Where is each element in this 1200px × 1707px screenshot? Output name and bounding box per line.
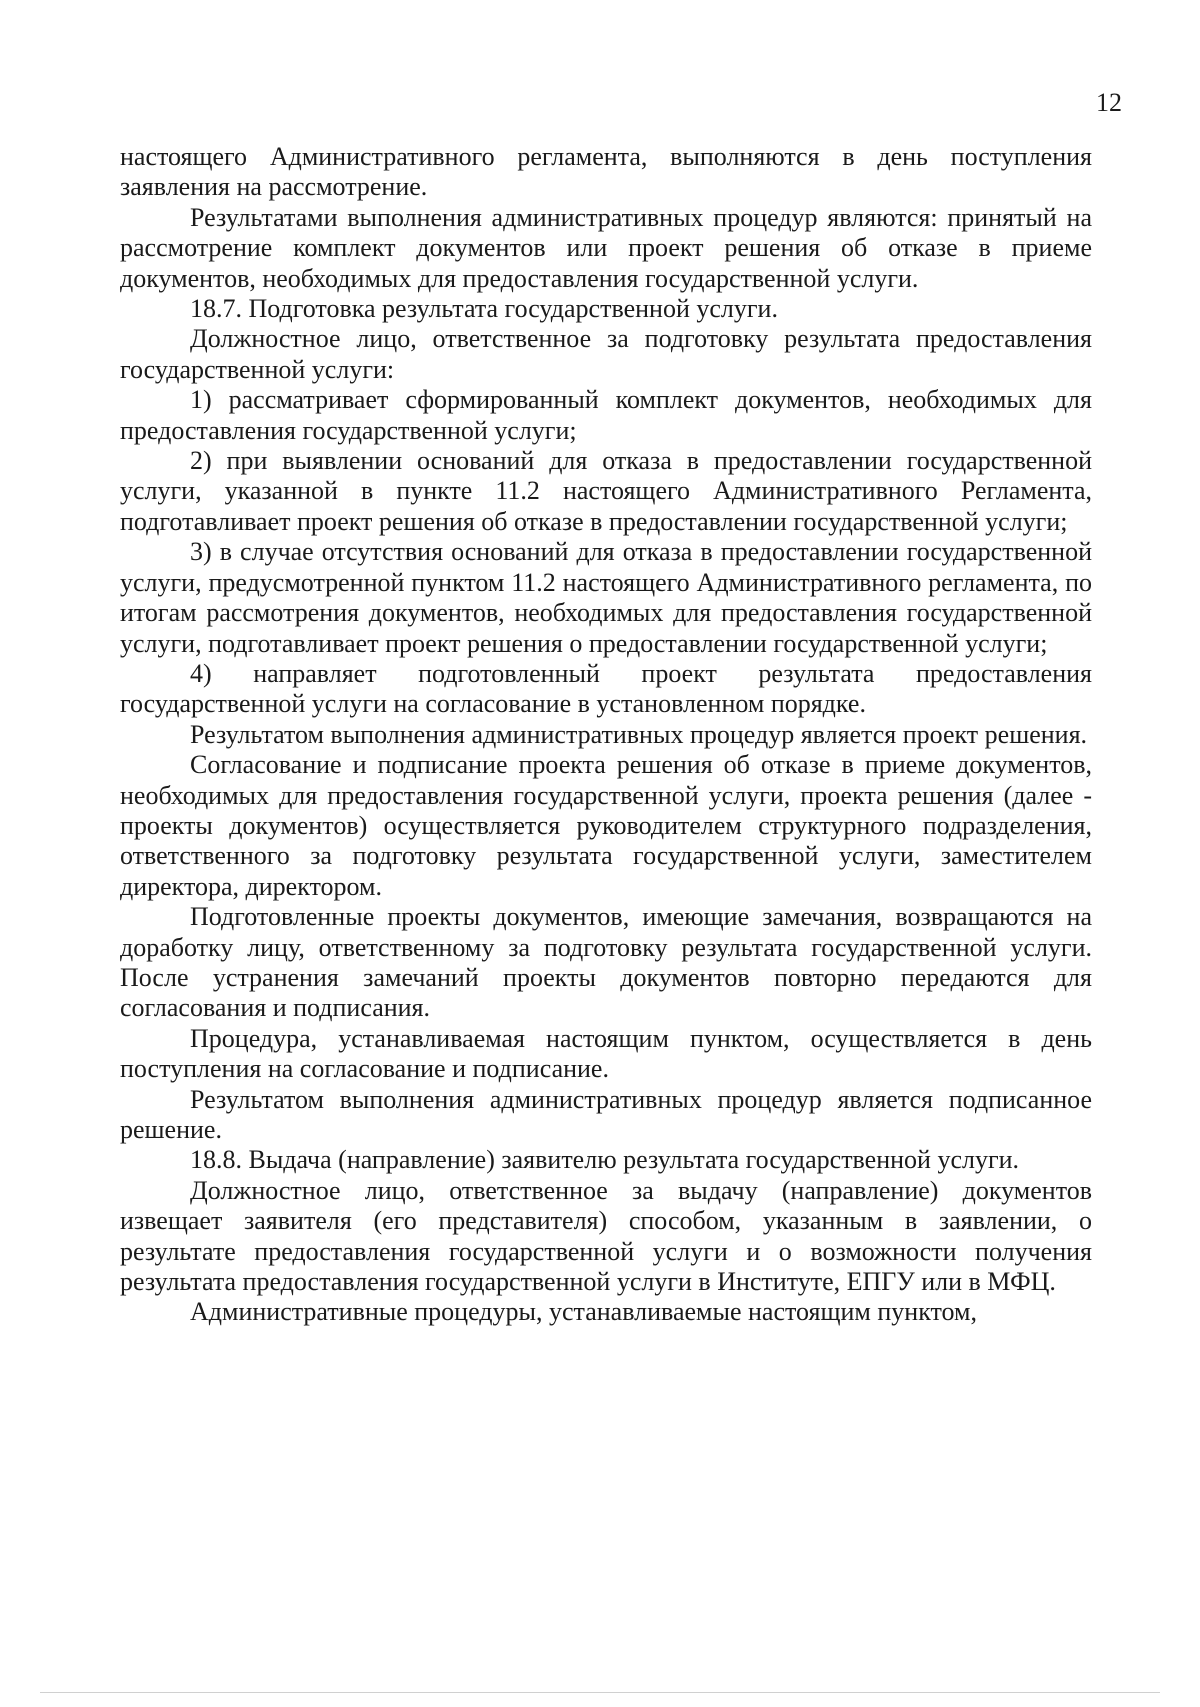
paragraph: Должностное лицо, ответственное за подготовку результата предоставления государственной услуги: (120, 324, 1092, 384)
paragraph: Должностное лицо, ответственное за выдачу (направление) документов извещает заявителя (его представителя) способом, указанным в заявлении, о результате предоставления государственной услуги и о возможности получения результата предоставления государственной услуги в Институте, ЕПГУ или в МФЦ. (120, 1175, 1092, 1297)
list-item: 4) направляет подготовленный проект результата предоставления государственной услуги на согласование в установленном порядке. (120, 658, 1092, 719)
page-number: 12 (1096, 88, 1122, 117)
list-item: 2) при выявлении оснований для отказа в предоставлении государственной услуги, указанной в пункте 11.2 настоящего Административного Регламента, подготавливает проект решения об отказе в предоставлении государственной услуги; (120, 446, 1092, 536)
paragraph: Согласование и подписание проекта решения об отказе в приеме документов, необходимых для предоставления государственной услуги, проекта решения (далее - проекты документов) осуществляется руководителем структурного подразделения, ответственного за подготовку результата государственной услуги, заместителем директора, директором. (120, 750, 1092, 901)
paragraph: Результатами выполнения административных процедур являются: принятый на рассмотрение комплект документов или проект решения об отказе в приеме документов, необходимых для предоставления государственной услуги. (120, 202, 1092, 293)
body-text (120, 142, 1092, 1328)
paragraph: настоящего Административного регламента, выполняются в день поступления заявления на рассмотрение. (120, 142, 1092, 202)
paragraph: Процедура, устанавливаемая настоящим пунктом, осуществляется в день поступления на согласование и подписание. (120, 1023, 1092, 1084)
section-heading: 18.7. Подготовка результата государственной услуги. (190, 294, 778, 324)
paragraph: Подготовленные проекты документов, имеющие замечания, возвращаются на доработку лицу, ответственному за подготовку результата государственной услуги. После устранения замечаний проекты документов повторно передаются для согласования и подписания. (120, 902, 1092, 1023)
list-item: 3) в случае отсутствия оснований для отказа в предоставлении государственной услуги, предусмотренной пунктом 11.2 настоящего Административного регламента, по итогам рассмотрения документов, необходимых для предоставления государственной услуги, подготавливает проект решения о предоставлении государственной услуги; (120, 537, 1092, 658)
list-item: 1) рассматривает сформированный комплект документов, необходимых для предоставления государственной услуги; (120, 385, 1092, 445)
paragraph: Результатом выполнения административных процедур является проект решения. (190, 719, 1088, 749)
scan-edge-line (40, 1692, 1160, 1693)
section-heading: 18.8. Выдача (направление) заявителю результата государственной услуги. (190, 1145, 1020, 1175)
paragraph: Результатом выполнения административных процедур является подписанное решение. (120, 1084, 1092, 1144)
paragraph: Административные процедуры, устанавливаемые настоящим пунктом, (190, 1297, 977, 1327)
